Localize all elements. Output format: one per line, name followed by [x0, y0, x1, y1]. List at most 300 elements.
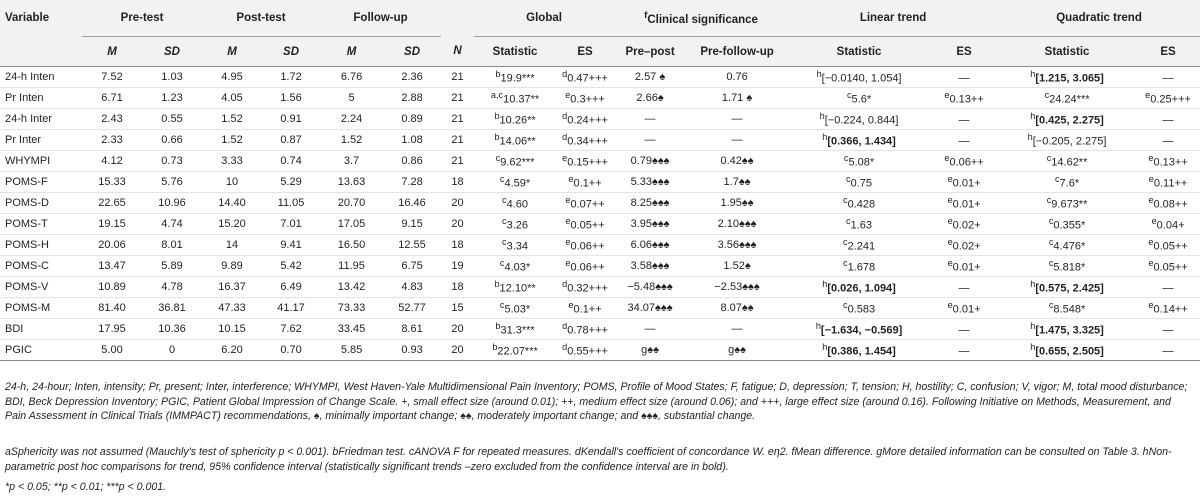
header-pre-follow-up: Pre-follow-up — [686, 37, 788, 67]
header-quadratic-trend: Quadratic trend — [998, 0, 1200, 37]
cell-clinical-pre-post: 5.33♠♠♠ — [614, 172, 686, 193]
cell-quadratic-statistic-value: [−0.205, 2.275] — [1032, 135, 1107, 148]
cell-post-m: 14.40 — [202, 193, 262, 214]
header-n-spacer — [441, 0, 474, 37]
cell-global-statistic-superscript: c — [502, 237, 507, 248]
cell-fu-m: 1.52 — [320, 130, 383, 151]
cell-pre-m: 6.71 — [82, 88, 142, 109]
cell-linear-es-value: — — [958, 135, 970, 148]
cell-clinical-pre-post: g♠♠ — [614, 340, 686, 361]
cell-quadratic-statistic — [998, 277, 1136, 298]
cell-quadratic-es-superscript: e — [1148, 174, 1154, 185]
table-row — [0, 130, 1200, 151]
cell-quadratic-statistic-superscript: c — [1048, 258, 1054, 269]
cell-linear-es-value: 0.06++ — [949, 156, 984, 169]
cell-quadratic-es — [1136, 88, 1200, 109]
cell-quadratic-statistic — [998, 298, 1136, 319]
cell-fu-m: 13.63 — [320, 172, 383, 193]
cell-post-sd: 0.74 — [262, 151, 320, 172]
cell-clinical-pre-follow-up: 2.10♠♠♠ — [686, 214, 788, 235]
cell-post-m: 4.05 — [202, 88, 262, 109]
cell-quadratic-es — [1136, 67, 1200, 88]
table-row — [0, 214, 1200, 235]
header-pre-m: M — [82, 37, 142, 67]
cell-linear-es — [930, 256, 998, 277]
cell-clinical-pre-follow-up: 1.7♠♠ — [686, 172, 788, 193]
cell-clinical-pre-post: 8.25♠♠♠ — [614, 193, 686, 214]
cell-fu-m: 16.50 — [320, 235, 383, 256]
cell-clinical-pre-follow-up: — — [686, 319, 788, 340]
cell-global-statistic-value: 4.59* — [504, 177, 531, 190]
cell-pre-sd: 1.03 — [142, 67, 202, 88]
cell-global-es — [556, 277, 614, 298]
cell-post-m: 6.20 — [202, 340, 262, 361]
footnote-letters: aSphericity was not assumed (Mauchly's test of sphericity p < 0.001). bFriedman test. cANOVA F for repeated measures. dKendall's coefficient of concordance W. eη2. fMean difference. gMore detailed information can be consulted on Table 3. hNon-parametric post hoc comparisons for trend, 95% confidence interval (statistically significant trends –zero excluded from the confidence interval are in bold). — [5, 446, 1172, 473]
cell-global-statistic-superscript: c — [502, 195, 507, 206]
cell-quadratic-statistic — [998, 109, 1136, 130]
cell-fu-sd: 9.15 — [383, 214, 441, 235]
cell-linear-es — [930, 298, 998, 319]
cell-linear-es-superscript: e — [947, 237, 953, 248]
cell-global-statistic-superscript: b — [495, 321, 501, 332]
cell-quadratic-es — [1136, 151, 1200, 172]
header-linear-trend: Linear trend — [788, 0, 998, 37]
cell-quadratic-statistic-value: [1.475, 3.325] — [1035, 324, 1104, 337]
cell-post-m: 1.52 — [202, 109, 262, 130]
header-variable: Variable — [0, 0, 82, 37]
cell-variable: WHYMPI — [0, 151, 82, 172]
cell-global-es — [556, 340, 614, 361]
cell-quadratic-statistic — [998, 193, 1136, 214]
cell-quadratic-es-superscript: e — [1148, 300, 1154, 311]
header-linear-es: ES — [930, 37, 998, 67]
cell-global-statistic — [474, 277, 556, 298]
cell-pre-sd: 5.89 — [142, 256, 202, 277]
cell-linear-es-value: 0.02+ — [952, 240, 981, 253]
table-row — [0, 298, 1200, 319]
cell-quadratic-es-value: 0.04+ — [1156, 219, 1185, 232]
cell-global-es-value: 0.34+++ — [567, 135, 608, 148]
table-row — [0, 256, 1200, 277]
table-row — [0, 151, 1200, 172]
cell-quadratic-statistic-value: 9.673** — [1051, 198, 1088, 211]
cell-global-statistic — [474, 130, 556, 151]
cell-quadratic-statistic-superscript: c — [1044, 90, 1050, 101]
cell-linear-es-value: 0.01+ — [952, 198, 981, 211]
cell-post-sd: 9.41 — [262, 235, 320, 256]
cell-post-sd: 11.05 — [262, 193, 320, 214]
cell-pre-m: 5.00 — [82, 340, 142, 361]
cell-quadratic-statistic — [998, 319, 1136, 340]
cell-global-statistic-superscript: b — [494, 279, 500, 290]
cell-linear-statistic-value: [0.366, 1.434] — [827, 135, 896, 148]
cell-global-es-superscript: e — [562, 153, 568, 164]
cell-linear-es — [930, 235, 998, 256]
cell-global-statistic — [474, 67, 556, 88]
cell-linear-statistic-superscript: c — [842, 300, 848, 311]
cell-post-sd: 1.72 — [262, 67, 320, 88]
cell-global-es — [556, 88, 614, 109]
cell-quadratic-statistic-value: 7.6* — [1059, 177, 1080, 190]
cell-global-statistic-value: 3.26 — [506, 219, 529, 232]
cell-linear-es-superscript: e — [947, 258, 953, 269]
cell-quadratic-es — [1136, 340, 1200, 361]
cell-post-m: 1.52 — [202, 130, 262, 151]
cell-fu-m: 6.76 — [320, 67, 383, 88]
cell-quadratic-statistic — [998, 340, 1136, 361]
cell-post-sd: 5.29 — [262, 172, 320, 193]
cell-linear-statistic-value: [0.026, 1.094] — [827, 282, 896, 295]
cell-linear-es-value: — — [958, 345, 970, 358]
cell-post-sd: 7.01 — [262, 214, 320, 235]
cell-quadratic-statistic — [998, 256, 1136, 277]
cell-linear-es — [930, 151, 998, 172]
cell-quadratic-es — [1136, 193, 1200, 214]
cell-clinical-pre-follow-up: 1.71 ♠ — [686, 88, 788, 109]
cell-fu-sd: 52.77 — [383, 298, 441, 319]
cell-global-es — [556, 298, 614, 319]
cell-quadratic-statistic-value: 8.548* — [1053, 303, 1086, 316]
cell-clinical-pre-post: 2.57 ♠ — [614, 67, 686, 88]
cell-linear-es — [930, 88, 998, 109]
cell-clinical-pre-post: 3.58♠♠♠ — [614, 256, 686, 277]
cell-variable: Pr Inter — [0, 130, 82, 151]
cell-global-es-superscript: d — [562, 279, 568, 290]
cell-post-sd: 0.87 — [262, 130, 320, 151]
cell-global-es-value: 0.05++ — [570, 219, 605, 232]
cell-post-m: 47.33 — [202, 298, 262, 319]
cell-fu-sd: 6.75 — [383, 256, 441, 277]
cell-global-es — [556, 172, 614, 193]
cell-quadratic-statistic-superscript: c — [1046, 195, 1052, 206]
cell-fu-m: 5 — [320, 88, 383, 109]
cell-linear-statistic-superscript: c — [846, 90, 852, 101]
footnote-significance: *p < 0.05; **p < 0.01; ***p < 0.001. — [5, 481, 167, 493]
cell-quadratic-es-value: — — [1162, 72, 1174, 85]
cell-quadratic-statistic — [998, 130, 1136, 151]
cell-pre-sd: 1.23 — [142, 88, 202, 109]
cell-fu-sd: 2.88 — [383, 88, 441, 109]
cell-quadratic-statistic-superscript: c — [1048, 237, 1054, 248]
cell-linear-es — [930, 67, 998, 88]
table-row — [0, 193, 1200, 214]
cell-linear-statistic-superscript: h — [822, 132, 828, 143]
cell-global-statistic-value: 10.26** — [499, 114, 536, 127]
cell-variable: POMS-T — [0, 214, 82, 235]
cell-global-es-superscript: e — [568, 300, 574, 311]
cell-linear-statistic-value: 0.583 — [847, 303, 876, 316]
cell-fu-m: 11.95 — [320, 256, 383, 277]
cell-linear-statistic-value: 5.08* — [848, 156, 875, 169]
cell-linear-statistic — [788, 193, 930, 214]
cell-fu-m: 13.42 — [320, 277, 383, 298]
cell-linear-statistic-value: 0.428 — [847, 198, 876, 211]
cell-global-es — [556, 319, 614, 340]
cell-pre-m: 19.15 — [82, 214, 142, 235]
cell-quadratic-statistic-superscript: h — [1030, 342, 1036, 353]
cell-global-es-value: 0.15+++ — [567, 156, 608, 169]
cell-global-es-value: 0.06++ — [570, 240, 605, 253]
table-row — [0, 109, 1200, 130]
cell-fu-m: 33.45 — [320, 319, 383, 340]
cell-global-es-value: 0.07++ — [570, 198, 605, 211]
cell-linear-es — [930, 277, 998, 298]
cell-global-statistic-value: 9.62*** — [500, 156, 535, 169]
cell-global-es — [556, 109, 614, 130]
cell-pre-sd: 0.73 — [142, 151, 202, 172]
cell-linear-es — [930, 130, 998, 151]
cell-fu-sd: 0.89 — [383, 109, 441, 130]
cell-linear-statistic — [788, 130, 930, 151]
cell-global-statistic — [474, 172, 556, 193]
cell-global-es — [556, 214, 614, 235]
header-variable-spacer — [0, 37, 82, 67]
cell-linear-es — [930, 109, 998, 130]
cell-linear-statistic-value: [0.386, 1.454] — [827, 345, 896, 358]
cell-clinical-pre-post: 3.95♠♠♠ — [614, 214, 686, 235]
cell-global-statistic — [474, 109, 556, 130]
cell-global-statistic-superscript: b — [495, 69, 501, 80]
cell-variable: PGIC — [0, 340, 82, 361]
cell-global-es — [556, 235, 614, 256]
cell-variable: 24-h Inter — [0, 109, 82, 130]
cell-pre-sd: 36.81 — [142, 298, 202, 319]
cell-post-m: 16.37 — [202, 277, 262, 298]
cell-pre-sd: 4.78 — [142, 277, 202, 298]
cell-quadratic-statistic — [998, 214, 1136, 235]
cell-quadratic-es — [1136, 298, 1200, 319]
cell-n: 21 — [441, 151, 474, 172]
cell-linear-es — [930, 340, 998, 361]
cell-linear-statistic-value: 1.678 — [847, 261, 876, 274]
cell-pre-sd: 4.74 — [142, 214, 202, 235]
cell-clinical-pre-post: 6.06♠♠♠ — [614, 235, 686, 256]
cell-quadratic-es-value: 0.05++ — [1153, 240, 1188, 253]
cell-quadratic-statistic-superscript: h — [1030, 321, 1036, 332]
cell-quadratic-statistic-value: 4.476* — [1053, 240, 1086, 253]
footnote-abbreviations: 24-h, 24-hour; Inten, intensity; Pr, present; Inter, interference; WHYMPI, West Haven-Yale Multidimensional Pain Inventory; POMS, Profile of Mood States; F, fatigue; D, depression; T, tension; H, hostility; C, confusion; V, vigor; M, total mood disturbance; BDI, Beck Depression Inventory; PGIC, Patient Global Impression of Change Scale. +, small effect size (around 0.01); ++, medium effect size (around 0.06); and +++, large effect size (around 0.16). Following Initiative on Methods, Measurement, and Pain Assessment in Clinical Trials (IMMPACT) recommendations, ♠, minimally important change; ♠♠, moderately important change; and ♠♠♠, substantial change. — [5, 381, 1188, 422]
cell-global-es-superscript: d — [562, 111, 568, 122]
cell-quadratic-es-value: — — [1162, 324, 1174, 337]
cell-global-es-value: 0.06++ — [570, 261, 605, 274]
cell-global-es-value: 0.47+++ — [567, 72, 608, 85]
cell-linear-statistic-superscript: c — [843, 153, 849, 164]
cell-linear-es-value: 0.01+ — [952, 261, 981, 274]
cell-pre-m: 20.06 — [82, 235, 142, 256]
cell-clinical-pre-follow-up: 0.42♠♠ — [686, 151, 788, 172]
cell-global-statistic-value: 14.06** — [499, 135, 536, 148]
cell-linear-statistic-value: [−1.634, −0.569] — [820, 324, 903, 337]
cell-quadratic-es-superscript: e — [1148, 153, 1154, 164]
cell-linear-es-superscript: e — [947, 195, 953, 206]
cell-global-statistic — [474, 193, 556, 214]
cell-linear-statistic-superscript: c — [846, 216, 851, 227]
cell-post-m: 4.95 — [202, 67, 262, 88]
cell-post-sd: 0.70 — [262, 340, 320, 361]
cell-n: 21 — [441, 109, 474, 130]
cell-post-sd: 6.49 — [262, 277, 320, 298]
cell-global-statistic-value: 31.3*** — [500, 324, 535, 337]
cell-n: 18 — [441, 277, 474, 298]
cell-fu-m: 3.7 — [320, 151, 383, 172]
cell-global-statistic-value: 4.03* — [504, 261, 531, 274]
cell-global-es — [556, 193, 614, 214]
header-post-sd: SD — [262, 37, 320, 67]
header-quadratic-statistic: Statistic — [998, 37, 1136, 67]
cell-linear-statistic — [788, 298, 930, 319]
cell-global-statistic — [474, 88, 556, 109]
cell-quadratic-es-value: — — [1162, 114, 1174, 127]
cell-pre-sd: 10.96 — [142, 193, 202, 214]
cell-global-es-superscript: d — [562, 69, 568, 80]
header-linear-statistic: Statistic — [788, 37, 930, 67]
cell-linear-statistic — [788, 109, 930, 130]
cell-global-es — [556, 151, 614, 172]
cell-global-statistic — [474, 256, 556, 277]
cell-clinical-pre-post: — — [614, 130, 686, 151]
cell-quadratic-statistic-superscript: h — [1030, 69, 1036, 80]
header-row-groups — [0, 0, 1200, 37]
header-pre-sd: SD — [142, 37, 202, 67]
cell-global-es-value: 0.78+++ — [567, 324, 608, 337]
cell-fu-m: 17.05 — [320, 214, 383, 235]
cell-global-statistic-superscript: c — [499, 174, 505, 185]
cell-global-statistic-superscript: c — [495, 153, 501, 164]
cell-post-m: 10 — [202, 172, 262, 193]
cell-linear-statistic-value: [−0.224, 0.844] — [824, 114, 899, 127]
cell-variable: POMS-M — [0, 298, 82, 319]
cell-global-statistic-superscript: c — [499, 258, 505, 269]
cell-quadratic-statistic-value: 24.24*** — [1049, 93, 1090, 106]
cell-fu-sd: 12.55 — [383, 235, 441, 256]
cell-quadratic-statistic-superscript: h — [1030, 111, 1036, 122]
cell-quadratic-statistic-value: 5.818* — [1053, 261, 1086, 274]
cell-linear-statistic-value: 5.6* — [851, 93, 872, 106]
cell-fu-sd: 1.08 — [383, 130, 441, 151]
cell-fu-sd: 16.46 — [383, 193, 441, 214]
cell-quadratic-statistic-superscript: c — [1054, 174, 1060, 185]
cell-quadratic-es-superscript: e — [1151, 216, 1157, 227]
cell-quadratic-es-superscript: e — [1148, 237, 1154, 248]
cell-linear-es-superscript: e — [947, 300, 953, 311]
cell-global-es — [556, 67, 614, 88]
cell-linear-es-value: — — [958, 72, 970, 85]
cell-variable: 24-h Inten — [0, 67, 82, 88]
cell-linear-statistic-value: 0.75 — [850, 177, 873, 190]
cell-global-es — [556, 130, 614, 151]
cell-global-statistic-value: 12.10** — [499, 282, 536, 295]
cell-quadratic-statistic — [998, 88, 1136, 109]
cell-linear-es — [930, 172, 998, 193]
cell-global-statistic — [474, 235, 556, 256]
cell-n: 15 — [441, 298, 474, 319]
cell-clinical-pre-follow-up: g♠♠ — [686, 340, 788, 361]
cell-n: 21 — [441, 67, 474, 88]
cell-n: 19 — [441, 256, 474, 277]
cell-quadratic-es — [1136, 109, 1200, 130]
cell-clinical-pre-post: −5.48♠♠♠ — [614, 277, 686, 298]
cell-linear-es — [930, 319, 998, 340]
table-row — [0, 88, 1200, 109]
cell-global-es-superscript: e — [565, 258, 571, 269]
cell-linear-es-superscript: e — [944, 153, 950, 164]
cell-fu-m: 5.85 — [320, 340, 383, 361]
cell-variable: POMS-C — [0, 256, 82, 277]
cell-global-es-superscript: e — [565, 90, 571, 101]
cell-post-sd: 0.91 — [262, 109, 320, 130]
cell-global-statistic — [474, 340, 556, 361]
cell-pre-m: 7.52 — [82, 67, 142, 88]
cell-clinical-pre-follow-up: — — [686, 109, 788, 130]
cell-global-es-superscript: e — [565, 195, 571, 206]
cell-global-es-value: 0.1++ — [573, 303, 602, 316]
cell-global-statistic-value: 19.9*** — [500, 72, 535, 85]
table-row — [0, 277, 1200, 298]
cell-clinical-pre-follow-up: −2.53♠♠♠ — [686, 277, 788, 298]
cell-linear-statistic-superscript: c — [846, 174, 851, 185]
cell-clinical-pre-follow-up: 1.95♠♠ — [686, 193, 788, 214]
cell-linear-statistic — [788, 88, 930, 109]
cell-clinical-pre-follow-up: 8.07♠♠ — [686, 298, 788, 319]
cell-linear-es-value: 0.01+ — [952, 177, 981, 190]
cell-quadratic-statistic-value: [1.215, 3.065] — [1035, 72, 1104, 85]
cell-global-es-value: 0.24+++ — [567, 114, 608, 127]
cell-linear-statistic — [788, 277, 930, 298]
table-row — [0, 319, 1200, 340]
cell-quadratic-statistic-superscript: c — [1048, 300, 1054, 311]
cell-pre-sd: 0 — [142, 340, 202, 361]
header-n: N — [441, 37, 474, 67]
cell-linear-statistic-value: [−0.0140, 1.054] — [821, 72, 902, 85]
table-row — [0, 340, 1200, 361]
cell-global-statistic-value: 4.60 — [506, 198, 529, 211]
cell-global-es-value: 0.3+++ — [570, 93, 605, 106]
cell-variable: Pr Inten — [0, 88, 82, 109]
cell-linear-statistic — [788, 172, 930, 193]
cell-post-sd: 1.56 — [262, 88, 320, 109]
cell-clinical-pre-post: — — [614, 109, 686, 130]
cell-fu-m: 20.70 — [320, 193, 383, 214]
table-row — [0, 67, 1200, 88]
cell-variable: POMS-D — [0, 193, 82, 214]
cell-pre-m: 15.33 — [82, 172, 142, 193]
cell-quadratic-statistic-superscript: c — [1048, 216, 1054, 227]
cell-linear-es-superscript: e — [947, 216, 953, 227]
header-clinical-significance — [614, 0, 788, 37]
cell-global-statistic — [474, 298, 556, 319]
cell-linear-es — [930, 193, 998, 214]
cell-quadratic-statistic-value: 0.355* — [1053, 219, 1086, 232]
header-quadratic-es: ES — [1136, 37, 1200, 67]
cell-linear-statistic-value: 2.241 — [847, 240, 876, 253]
cell-global-statistic-superscript: b — [494, 132, 500, 143]
cell-global-es-superscript: d — [562, 132, 568, 143]
cell-global-statistic — [474, 214, 556, 235]
cell-pre-sd: 10.36 — [142, 319, 202, 340]
cell-quadratic-es-value: 0.13++ — [1153, 156, 1188, 169]
cell-clinical-pre-follow-up: 0.76 — [686, 67, 788, 88]
cell-global-statistic-value: 10.37** — [503, 93, 540, 106]
cell-quadratic-es-value: 0.11++ — [1153, 177, 1188, 190]
cell-linear-statistic-value: 1.63 — [850, 219, 873, 232]
cell-pre-m: 2.43 — [82, 109, 142, 130]
cell-fu-sd: 0.93 — [383, 340, 441, 361]
cell-pre-sd: 0.66 — [142, 130, 202, 151]
cell-n: 20 — [441, 319, 474, 340]
cell-clinical-pre-post: 2.66♠ — [614, 88, 686, 109]
cell-post-m: 9.89 — [202, 256, 262, 277]
cell-linear-es-value: — — [958, 114, 970, 127]
